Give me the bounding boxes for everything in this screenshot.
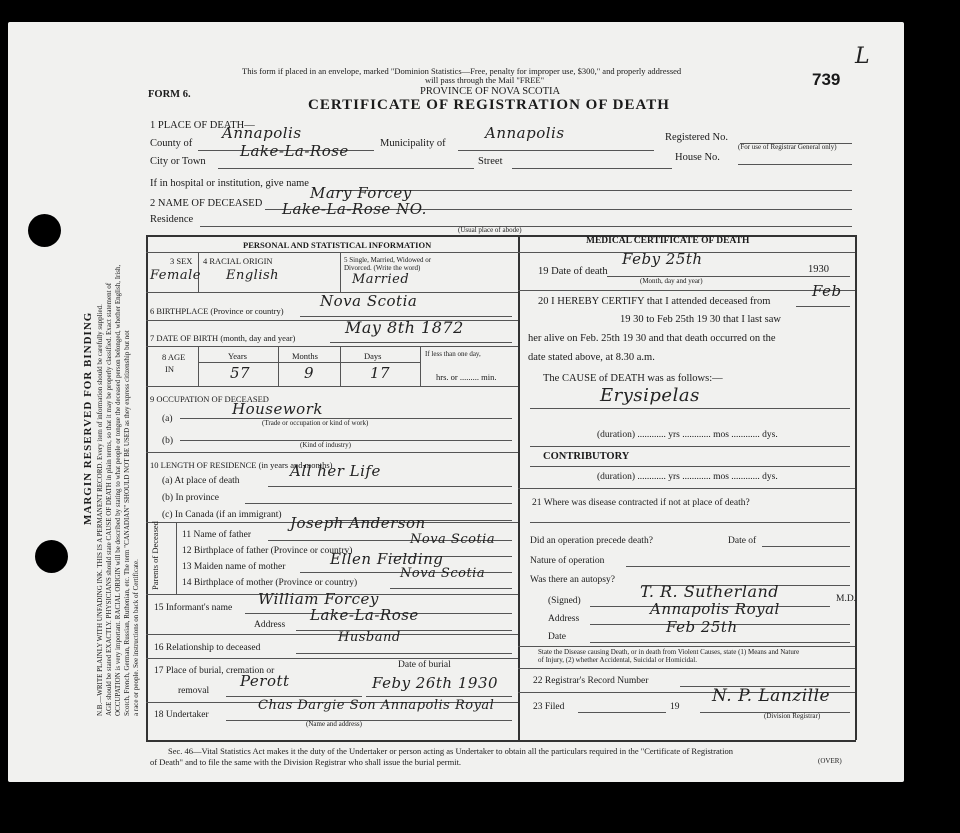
corner-mark: L bbox=[855, 44, 871, 69]
sex-value: Female bbox=[150, 268, 201, 283]
binding-label: MARGIN RESERVED FOR BINDING bbox=[82, 311, 94, 525]
province: PROVINCE OF NOVA SCOTIA bbox=[420, 86, 561, 97]
occ-b-note: (Kind of industry) bbox=[300, 441, 351, 449]
footer-text-2: of Death" and to file the same with the Division Registrar who shall issue the burial permit. bbox=[150, 757, 462, 767]
burial-place-value: Perott bbox=[240, 672, 290, 690]
occ-a-note: (Trade or occupation or kind of work) bbox=[262, 419, 369, 427]
med-address-label: Address bbox=[548, 614, 580, 624]
burial-label-2: removal bbox=[178, 686, 210, 696]
years-value: 57 bbox=[230, 364, 251, 382]
cause-label: The CAUSE of DEATH was as follows:— bbox=[543, 373, 723, 384]
division-registrar-note: (Division Registrar) bbox=[764, 712, 821, 720]
municipality-label: Municipality of bbox=[380, 138, 446, 149]
nature-label: Nature of operation bbox=[530, 556, 605, 566]
operation-date-label: Date of bbox=[728, 536, 757, 546]
duration-line-1: (duration) ............ yrs ............ mos ............ dys. bbox=[597, 430, 778, 440]
burial-date-label: Date of burial bbox=[398, 660, 451, 670]
dob-label: 7 DATE OF BIRTH (month, day and year) bbox=[150, 333, 296, 343]
death-date-note: (Month, day and year) bbox=[640, 277, 703, 285]
dob-value: May 8th 1872 bbox=[345, 318, 464, 337]
registered-label: Registered No. bbox=[665, 132, 728, 143]
signed-label: (Signed) bbox=[548, 596, 581, 606]
undertaker-label: 18 Undertaker bbox=[154, 710, 209, 720]
md-label: M.D. bbox=[836, 594, 857, 604]
residence-value: Lake-La-Rose NO. bbox=[282, 200, 427, 218]
sex-label: 3 SEX bbox=[170, 256, 193, 266]
months-label: Months bbox=[292, 351, 318, 361]
house-label: House No. bbox=[675, 152, 720, 163]
informant-value: William Forcey bbox=[258, 590, 379, 608]
medical-heading: MEDICAL CERTIFICATE OF DEATH bbox=[586, 236, 750, 246]
instruction-line-4: Scotch, French, German, Russian, Ruthenian, etc. The term "CANADIAN" SHOULD NOT BE USED as they express citizenship but not bbox=[123, 330, 131, 716]
occ-a-value: Housework bbox=[232, 400, 323, 418]
mother-label: 13 Maiden name of mother bbox=[182, 562, 286, 572]
death-date-label: 19 Date of death bbox=[538, 266, 608, 277]
informant-address-label: Address bbox=[254, 620, 286, 630]
father-value: Joseph Anderson bbox=[290, 514, 426, 532]
occ-a: (a) bbox=[162, 414, 173, 424]
deceased-name-label: 2 NAME OF DECEASED bbox=[150, 198, 263, 209]
marital-value: Married bbox=[352, 272, 410, 287]
burial-label-1: 17 Place of burial, cremation or bbox=[154, 666, 275, 676]
days-label: Days bbox=[364, 351, 382, 361]
age-label-1: 8 AGE bbox=[162, 352, 186, 362]
filed-label: 23 Filed bbox=[533, 702, 565, 712]
city-value: Lake-La-Rose bbox=[240, 142, 349, 160]
duration-line-2: (duration) ............ yrs ............ mos ............ dys. bbox=[597, 472, 778, 482]
racial-label: 4 RACIAL ORIGIN bbox=[203, 256, 273, 266]
months-value: 9 bbox=[304, 364, 315, 382]
place-heading: 1 PLACE OF DEATH— bbox=[150, 120, 255, 131]
res-c: (c) In Canada (if an immigrant) bbox=[162, 510, 282, 520]
deceased-name-value: Mary Forcey bbox=[310, 184, 412, 202]
violent-note-1: State the Disease causing Death, or in death from Violent Causes, state (1) Means and Nature bbox=[538, 648, 800, 656]
autopsy-label: Was there an autopsy? bbox=[530, 575, 615, 585]
undertaker-note: (Name and address) bbox=[306, 720, 362, 728]
med-date-label: Date bbox=[548, 632, 566, 642]
undertaker-value: Chas Dargie Son Annapolis Royal bbox=[258, 698, 495, 713]
residence-length-label: 10 LENGTH OF RESIDENCE (in years and months) bbox=[150, 460, 333, 470]
res-a: (a) At place of death bbox=[162, 476, 240, 486]
mother-birthplace-value: Nova Scotia bbox=[400, 566, 486, 581]
years-label: Years bbox=[228, 351, 247, 361]
med-address-value: Annapolis Royal bbox=[650, 600, 780, 618]
certify-line-3: her alive on Feb. 25th 19 30 and that death occurred on the bbox=[528, 333, 776, 344]
footer-text-1: Sec. 46—Vital Statistics Act makes it the duty of the Undertaker or person acting as Undertaker to obtain all the particulars required in the "Certificate of Registration bbox=[168, 746, 733, 756]
death-date-year: 1930 bbox=[808, 264, 829, 275]
instruction-line-1: N.B.—WRITE PLAINLY WITH UNFADING INK. THIS IS A PERMANENT RECORD. Every item of information should be carefully supplied. bbox=[96, 304, 104, 716]
father-birthplace-label: 12 Birthplace of father (Province or country) bbox=[182, 546, 353, 556]
county-label: County of bbox=[150, 138, 193, 149]
relationship-value: Husband bbox=[338, 630, 401, 645]
res-b: (b) In province bbox=[162, 493, 219, 503]
certify-line-2: 19 30 to Feb 25th 19 30 that I last saw bbox=[620, 314, 781, 325]
page-title: CERTIFICATE OF REGISTRATION OF DEATH bbox=[308, 97, 670, 113]
death-date-value: Feby 25th bbox=[622, 250, 703, 268]
burial-date-value: Feby 26th 1930 bbox=[372, 674, 499, 692]
less-than-day: If less than one day, bbox=[425, 350, 481, 358]
certify-from-value: Feb bbox=[812, 282, 842, 300]
mail-note: This form if placed in an envelope, marked "Dominion Statistics—Free, penalty for improper use, $300," and properly addressed bbox=[242, 66, 682, 76]
street-label: Street bbox=[478, 156, 503, 167]
informant-label: 15 Informant's name bbox=[154, 603, 233, 613]
signed-value: T. R. Sutherland bbox=[640, 582, 780, 601]
hospital-label: If in hospital or institution, give name bbox=[150, 178, 309, 189]
registration-number: 739 bbox=[812, 70, 841, 89]
marital-label-1: 5 Single, Married, Widowed or bbox=[344, 256, 432, 264]
filed-19: 19 bbox=[670, 702, 680, 712]
form-number: FORM 6. bbox=[148, 89, 191, 100]
personal-heading: PERSONAL AND STATISTICAL INFORMATION bbox=[243, 240, 432, 250]
contributory-label: CONTRIBUTORY bbox=[543, 451, 630, 462]
birthplace-value: Nova Scotia bbox=[320, 292, 418, 310]
instruction-line-2: AGE should be stated EXACTLY. PHYSICIANS should state CAUSE OF DEATH in plain terms, so that it may be properly classified. Exact statement of bbox=[105, 282, 113, 716]
father-birthplace-value: Nova Scotia bbox=[410, 532, 496, 547]
racial-value: English bbox=[226, 268, 280, 283]
footer-over: (OVER) bbox=[818, 757, 842, 765]
res-a-value: All her Life bbox=[290, 462, 381, 480]
relationship-label: 16 Relationship to deceased bbox=[154, 643, 261, 653]
operation-label: Did an operation precede death? bbox=[530, 536, 653, 546]
city-label: City or Town bbox=[150, 156, 206, 167]
parents-label: Parents of Deceased bbox=[150, 521, 160, 590]
occ-b: (b) bbox=[162, 436, 174, 446]
hrs-min: hrs. or ......... min. bbox=[436, 372, 497, 382]
cause-value: Erysipelas bbox=[600, 385, 700, 406]
age-label-2: IN bbox=[165, 364, 174, 374]
registrar-note: (For use of Registrar General only) bbox=[738, 143, 837, 151]
q21-label: 21 Where was disease contracted if not at place of death? bbox=[532, 498, 750, 508]
marital-label-2: Divorced. (Write the word) bbox=[344, 264, 421, 272]
filed-registrar-signature: N. P. Lanzille bbox=[712, 686, 831, 706]
father-label: 11 Name of father bbox=[182, 530, 252, 540]
days-value: 17 bbox=[370, 364, 391, 382]
mail-note-2: will pass through the Mail "FREE" bbox=[425, 75, 545, 85]
informant-address-value: Lake-La-Rose bbox=[310, 606, 419, 624]
residence-label: Residence bbox=[150, 214, 194, 225]
mother-value: Ellen Fielding bbox=[330, 550, 444, 568]
certify-line-4: date stated above, at 8.30 a.m. bbox=[528, 352, 655, 363]
instruction-line-5: a race or people. See instructions on back of Certificate. bbox=[132, 559, 140, 716]
binding-margin bbox=[24, 80, 140, 720]
record-number-label: 22 Registrar's Record Number bbox=[533, 676, 649, 686]
county-value: Annapolis bbox=[222, 124, 302, 142]
mother-birthplace-label: 14 Birthplace of mother (Province or country) bbox=[182, 578, 358, 588]
occupation-label: 9 OCCUPATION OF DECEASED bbox=[150, 394, 269, 404]
abode-note: (Usual place of abode) bbox=[458, 226, 522, 234]
municipality-value: Annapolis bbox=[485, 124, 565, 142]
certify-label: 20 I HEREBY CERTIFY that I attended deceased from bbox=[538, 296, 771, 307]
med-date-value: Feb 25th bbox=[666, 618, 738, 636]
instruction-line-3: OCCUPATION is very important. RACIAL ORIGIN will be described by stating to what people or tongue the deceased person belonged, whether English, Irish, bbox=[114, 264, 122, 716]
violent-note-2: of Injury, (2) whether Accidental, Suicidal or Homicidal. bbox=[538, 656, 697, 664]
birthplace-label: 6 BIRTHPLACE (Province or country) bbox=[150, 306, 284, 316]
